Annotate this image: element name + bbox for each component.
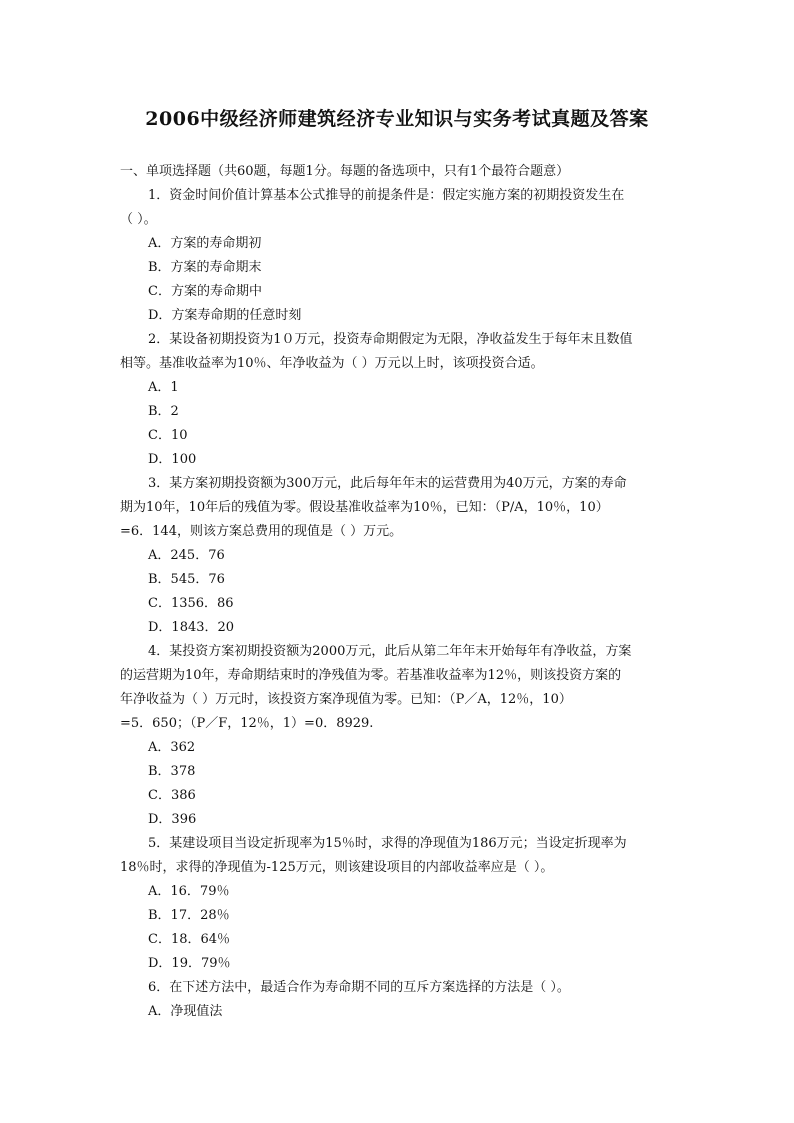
question-3-line-3: =6．144，则该方案总费用的现值是（ ）万元。 [120,524,403,539]
question-5-line-2: 18％时，求得的净现值为-125万元，则该建设项目的内部收益率应是（ ）。 [120,860,554,875]
q1-option-d: D．方案寿命期的任意时刻 [148,308,302,323]
question-2-line-1: 2．某设备初期投资为1０万元，投资寿命期假定为无限，净收益发生于每年末且数值 [148,332,633,347]
question-1-line-2: （ ）。 [120,212,157,227]
q4-option-c: C．386 [148,788,196,803]
q2-option-c: C．10 [148,428,188,443]
document-body [120,160,680,1024]
document-title: 2006中级经济师建筑经济专业知识与实务考试真题及答案 [145,108,649,130]
question-4-line-3: 年净收益为（ ）万元时，该投资方案净现值为零。已知：（P／A，12％，10） [120,692,572,707]
q5-option-b: B．17．28％ [148,908,230,923]
q4-option-d: D．396 [148,812,197,827]
question-6-line-1: 6．在下述方法中，最适合作为寿命期不同的互斥方案选择的方法是（ ）。 [148,980,570,995]
q3-option-c: C．1356．86 [148,596,234,611]
q5-option-d: D．19．79％ [148,956,231,971]
q3-option-d: D．1843．20 [148,620,235,635]
q2-option-d: D．100 [148,452,197,467]
q3-option-a: A．245．76 [148,548,225,563]
q4-option-a: A．362 [148,740,196,755]
q5-option-c: C．18．64％ [148,932,231,947]
q3-option-b: B．545．76 [148,572,225,587]
question-3-line-1: 3．某方案初期投资额为300万元，此后每年年末的运营费用为40万元，方案的寿命 [148,476,627,491]
question-5-line-1: 5．某建设项目当设定折现率为15％时，求得的净现值为186万元；当设定折现率为 [148,836,627,851]
question-4-line-1: 4．某投资方案初期投资额为2000万元，此后从第二年年末开始每年有净收益，方案 [148,644,632,659]
q2-option-a: A．1 [148,380,179,395]
q6-option-a: A．净现值法 [148,1004,223,1019]
question-2-line-2: 相等。基准收益率为10％、年净收益为（ ）万元以上时，该项投资合适。 [120,356,544,371]
q1-option-a: A．方案的寿命期初 [148,236,262,251]
section-heading: 一、单项选择题（共60题，每题1分。每题的备选项中，只有1个最符合题意） [120,164,570,179]
q4-option-b: B．378 [148,764,196,779]
question-4-line-4: =5．650；（P／F，12％，1）=0．8929. [120,716,374,731]
question-3-line-2: 期为10年，10年后的残值为零。假设基准收益率为10％，已知：（P/A，10％，10） [120,500,609,515]
q2-option-b: B．2 [148,404,179,419]
question-1-line-1: 1．资金时间价值计算基本公式推导的前提条件是：假定实施方案的初期投资发生在 [148,188,625,203]
question-4-line-2: 的运营期为10年，寿命期结束时的净残值为零。若基准收益率为12％，则该投资方案的 [120,668,622,683]
q1-option-b: B．方案的寿命期末 [148,260,262,275]
q5-option-a: A．16．79％ [148,884,230,899]
q1-option-c: C．方案的寿命期中 [148,284,262,299]
